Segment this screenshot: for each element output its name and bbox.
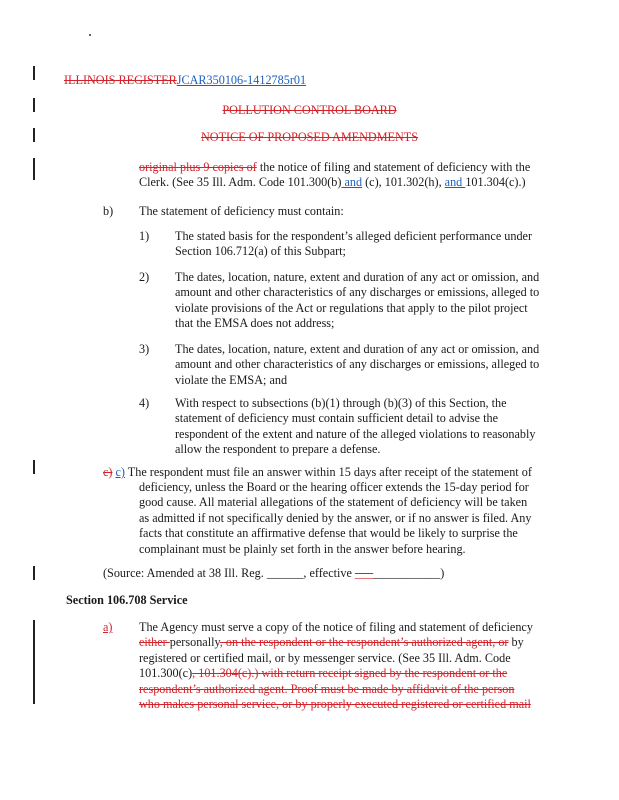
source-note: (Source: Amended at 38 Ill. Reg. ______, effective ______________)	[103, 566, 445, 580]
item-3-text: The dates, location, nature, extent and duration of any act or omission, and amount and other characteristics of any discharges or emissions, alleged to violate the EMSA; and	[175, 342, 540, 387]
item-3-num: 3)	[139, 342, 150, 356]
item-1-num: 1)	[139, 229, 150, 243]
change-bar	[33, 566, 35, 580]
register-header: ILLINOIS REGISTERJCAR350106-1412785r01	[64, 73, 307, 87]
subsection-b-text: The statement of deficiency must contain:	[139, 204, 344, 218]
item-1-text: The stated basis for the respondent’s alleged deficient performance under Section 106.712(a) of this Subpart;	[175, 229, 533, 259]
item-2-num: 2)	[139, 270, 150, 284]
intro-paragraph: original plus 9 copies of the notice of filing and statement of deficiency with the Clerk. (See 35 Ill. Adm. Code 101.300(b) and (c), 101.302(h), and 101.304(c).)	[139, 160, 531, 190]
change-bar	[33, 460, 35, 474]
change-bar	[33, 620, 35, 704]
change-bar	[33, 158, 35, 180]
item-2-text: The dates, location, nature, extent and duration of any act or omission, and amount and other characteristics of any discharges or emissions, alleged to violate provisions of the Act or regulations that apply to the pilot project that the EMSA does not address;	[175, 270, 540, 331]
subsection-b-label: b)	[103, 204, 114, 218]
subsection-a-text: The Agency must serve a copy of the notice of filing and statement of deficiency either personally, on the respondent or the respondent’s authorized agent, or by registered or certified mail, or by messenger service. (See 35 Ill. Adm. Code 101.300(c), 101.304(c).) with return receipt signed by the respondent or the respondent’s authorized agent. Proof must be made by affidavit of the person who makes personal service, or by properly executed registered or certified mail	[139, 620, 533, 712]
notice-title: NOTICE OF PROPOSED AMENDMENTS	[200, 130, 419, 144]
board-title: POLLUTION CONTROL BOARD	[222, 103, 397, 117]
item-4-text: With respect to subsections (b)(1) through (b)(3) of this Section, the statement of deficiency must contain sufficient detail to advise the respondent of the extent and nature of the alleged violations to reasonably allow the respondent to prepare a defense.	[175, 396, 536, 457]
section-heading: Section 106.708 Service	[66, 593, 188, 607]
change-bar	[33, 66, 35, 80]
subsection-a-label: a)	[103, 620, 113, 634]
item-4-num: 4)	[139, 396, 150, 410]
scan-speck	[89, 34, 91, 36]
subsection-c: c) c) The respondent must file an answer within 15 days after receipt of the statement of	[103, 465, 532, 479]
subsection-c-body: deficiency, unless the Board or the hearing officer extends the 15-day period for good cause. All material allegations of the statement of deficiency will be taken as admitted if not specifically denied by the answer, or if no answer is filed. Any facts that constitute an affirmative defense that would be likely to surprise the complainant must be plainly set forth in the answer before hearing.	[139, 480, 532, 556]
